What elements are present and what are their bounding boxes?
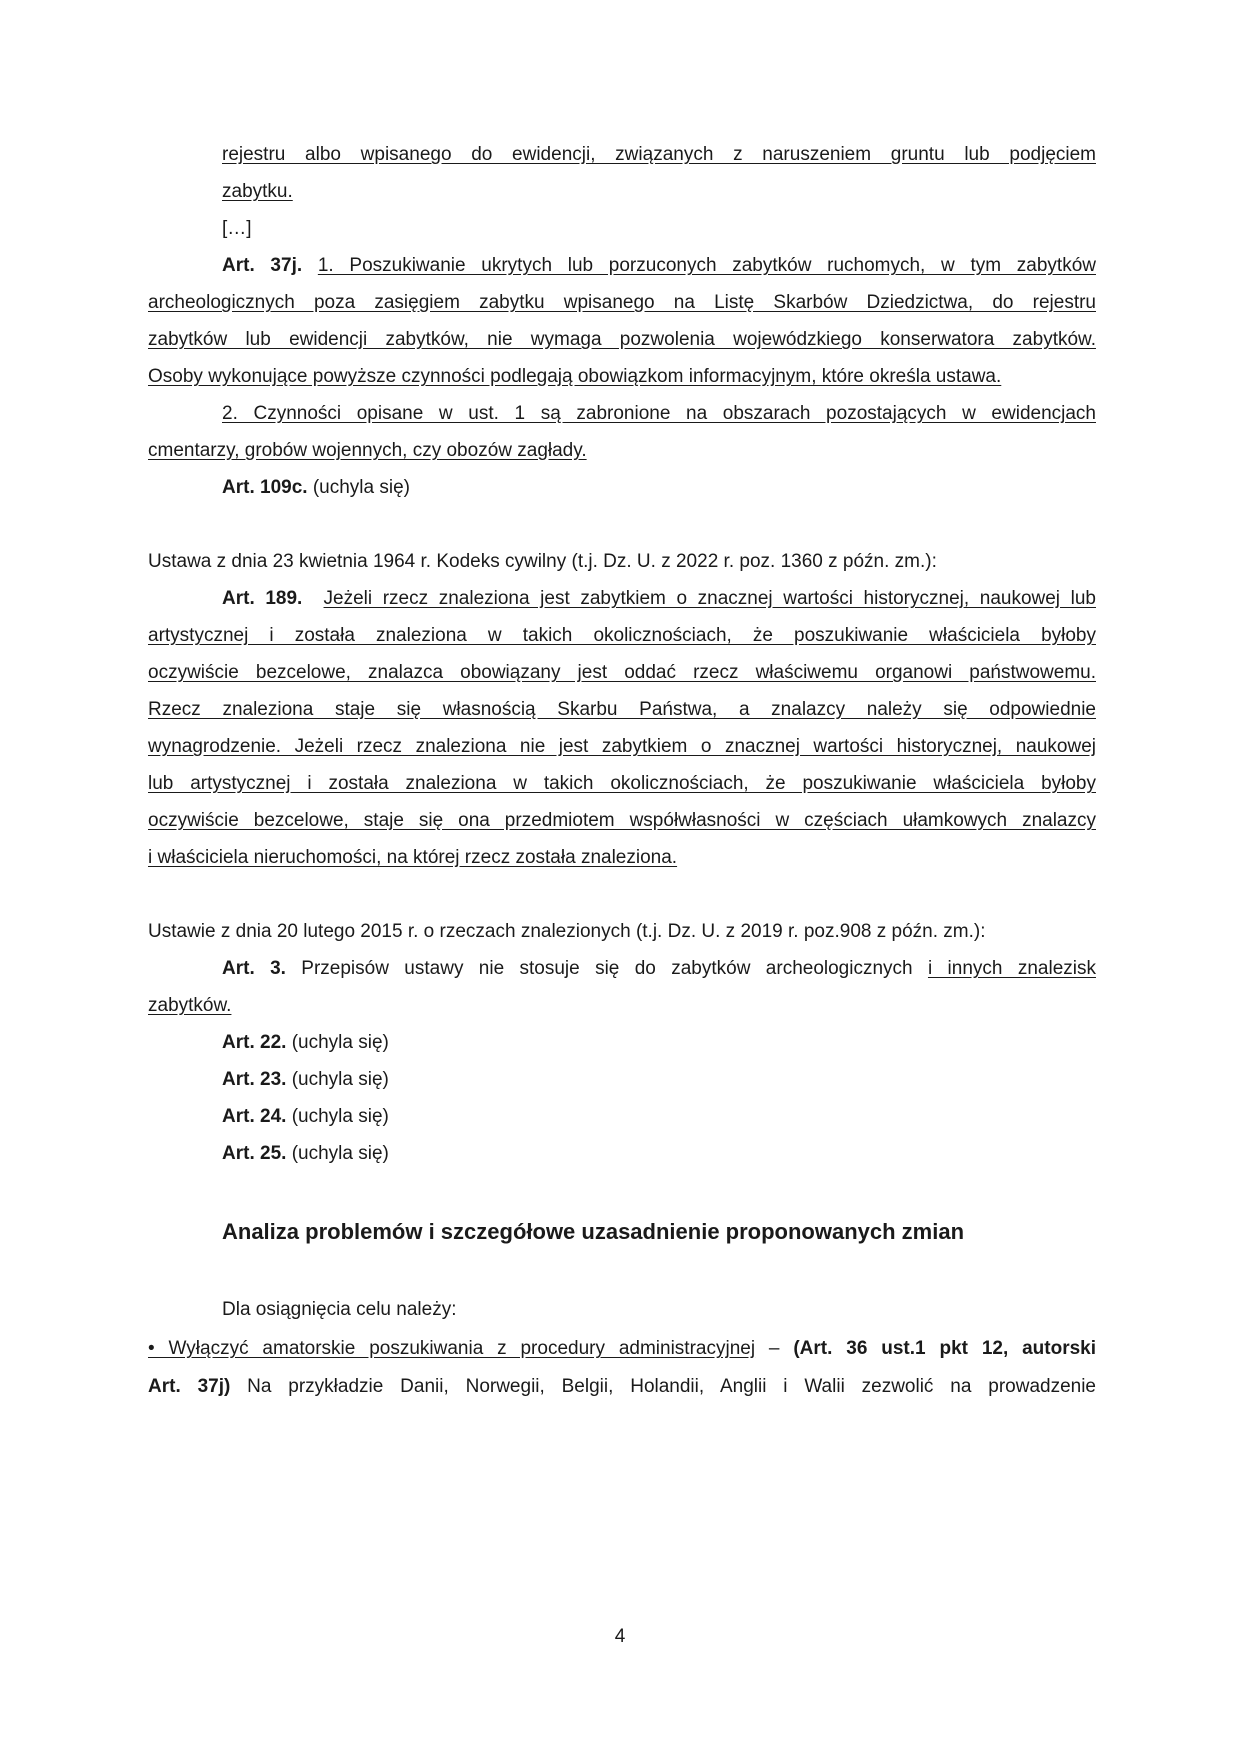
art37j-line-2: archeologicznych poza zasięgiem zabytku wpisanego na Listę Skarbów Dziedzictwa, do rejestru: [148, 292, 1096, 313]
art109c-label: Art. 109c.: [222, 477, 308, 498]
art189-label: Art. 189.: [222, 588, 303, 609]
art109c-text: (uchyla się): [307, 477, 410, 498]
section-intro: Dla osiągnięcia celu należy:: [222, 1299, 457, 1320]
art3-label: Art. 3.: [222, 958, 286, 979]
kc-line-5: wynagrodzenie. Jeżeli rzecz znaleziona nie jest zabytkiem o znacznej wartości historycznej, naukowej: [148, 736, 1096, 757]
kc-line-6: lub artystycznej i została znaleziona w takich okolicznościach, że poszukiwanie właściciela byłoby: [148, 773, 1096, 794]
bullet-bold-2: Art. 37j): [148, 1376, 231, 1397]
art25-label: Art. 25.: [222, 1143, 287, 1164]
art3-line-2: zabytków.: [148, 995, 232, 1016]
kc-line-8: i właściciela nieruchomości, na której rzecz została znaleziona.: [148, 847, 678, 868]
art25: [222, 1139, 389, 1169]
bullet-dash: –: [755, 1338, 794, 1359]
bullet-bold-1: (Art. 36 ust.1 pkt 12, autorski: [793, 1338, 1096, 1359]
art3-line-1: [222, 954, 1096, 984]
art37j-p2-line-2: cmentarzy, grobów wojennych, czy obozów zagłady.: [148, 440, 587, 461]
urz-intro: Ustawie z dnia 20 lutego 2015 r. o rzeczach znalezionych (t.j. Dz. U. z 2019 r. poz.908 z późn. zm.):: [148, 921, 986, 942]
fragment-line-2: zabytku.: [222, 181, 293, 202]
art23: [222, 1065, 389, 1095]
kc-line-7: oczywiście bezcelowe, staje się ona przedmiotem współwłasności w częściach ułamkowych znalazcy: [148, 810, 1096, 831]
art23-text: (uchyla się): [286, 1069, 389, 1090]
fragment-line-1: rejestru albo wpisanego do ewidencji, związanych z naruszeniem gruntu lub podjęciem: [222, 144, 1096, 165]
art22: [222, 1028, 389, 1058]
bullet-underlined: • Wyłączyć amatorskie poszukiwania z procedury administracyjnej: [148, 1338, 756, 1359]
art37j-text-1: 1. Poszukiwanie ukrytych lub porzuconych zabytków ruchomych, w tym zabytków: [317, 255, 1096, 276]
art25-text: (uchyla się): [286, 1143, 389, 1164]
art23-label: Art. 23.: [222, 1069, 287, 1090]
ellipsis: […]: [222, 218, 252, 239]
art37j-line-3: zabytków lub ewidencji zabytków, nie wymaga pozwolenia wojewódzkiego konserwatora zabytków.: [148, 329, 1096, 350]
art37j-line-1: [222, 251, 1096, 281]
art24-label: Art. 24.: [222, 1106, 287, 1127]
section-heading: Analiza problemów i szczegółowe uzasadnienie proponowanych zmian: [222, 1219, 965, 1244]
art24: [222, 1102, 389, 1132]
art37j-line-4: Osoby wykonujące powyższe czynności podlegają obowiązkom informacyjnym, które określa ustawa.: [148, 366, 1002, 387]
art37j-p2-line-1: 2. Czynności opisane w ust. 1 są zabronione na obszarach pozostających w ewidencjach: [222, 403, 1096, 424]
bullet-line-1: [148, 1334, 1096, 1364]
bullet-text-2: Na przykładzie Danii, Norwegii, Belgii, Holandii, Anglii i Walii zezwolić na prowadzenie: [230, 1376, 1096, 1397]
bullet-line-2: [148, 1372, 1096, 1402]
art22-label: Art. 22.: [222, 1032, 287, 1053]
page-number: 4: [614, 1626, 626, 1647]
kc-line-1: [222, 584, 1096, 614]
art3-underlined: i innych znalezisk: [927, 958, 1096, 979]
art37j-label: Art. 37j.: [222, 255, 303, 276]
art3-text: Przepisów ustawy nie stosuje się do zabytków archeologicznych: [285, 958, 928, 979]
art22-text: (uchyla się): [286, 1032, 389, 1053]
art109c: [222, 473, 410, 503]
kc-line-2: artystycznej i została znaleziona w takich okolicznościach, że poszukiwanie właściciela byłoby: [148, 625, 1096, 646]
kc-line-4: Rzecz znaleziona staje się własnością Skarbu Państwa, a znalazcy należy się odpowiednie: [148, 699, 1096, 720]
art24-text: (uchyla się): [286, 1106, 389, 1127]
kc-text-1: Jeżeli rzecz znaleziona jest zabytkiem o znacznej wartości historycznej, naukowej lub: [323, 588, 1096, 609]
kc-line-3: oczywiście bezcelowe, znalazca obowiązany jest oddać rzecz właściwemu organowi państwowemu.: [148, 662, 1096, 683]
kc-intro: Ustawa z dnia 23 kwietnia 1964 r. Kodeks cywilny (t.j. Dz. U. z 2022 r. poz. 1360 z późn. zm.):: [148, 551, 937, 572]
